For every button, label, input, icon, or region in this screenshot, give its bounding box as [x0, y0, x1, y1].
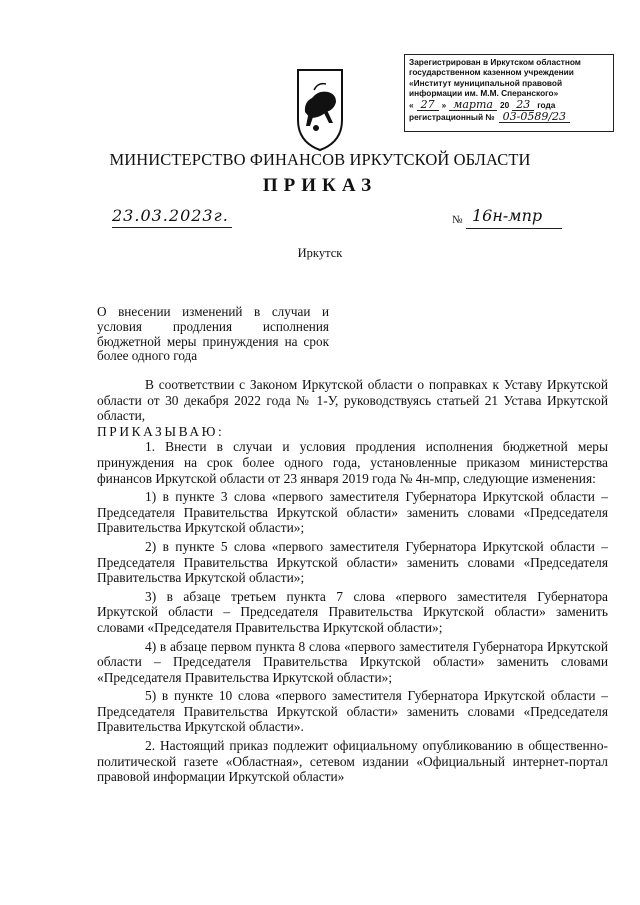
order-subject: О внесении изменений в случаи и условия продления исполнения бюджетной меры принуждения на срок более одного года: [97, 304, 329, 364]
registration-stamp: [404, 54, 614, 132]
city: Иркутск: [297, 246, 343, 260]
decree-word: ПРИКАЗЫВАЮ:: [97, 423, 225, 439]
stamp-year-suffix: 23: [512, 100, 534, 111]
order-date: 23.03.2023г.: [112, 206, 229, 225]
stamp-year-word: года: [537, 99, 556, 110]
subparagraph-3: 3) в абзаце третьем пункта 7 слова «первого заместителя Губернатора Иркутской области – Председателя Правительства Иркутской области» заменить словами «Председателя Правительства Иркутской области»;: [97, 588, 608, 635]
subparagraph-5: 5) в пункте 10 слова «первого заместителя Губернатора Иркутской области – Председателя Правительства Иркутской области» заменить словами «Председателя Правительства Иркутской области».: [97, 688, 608, 735]
stamp-line: государственном казенном учреждении: [409, 67, 574, 78]
preamble: В соответствии с Законом Иркутской области о поправках к Уставу Иркутской области от 30 декабря 2022 года № 1-У, руководствуясь статьей 21 Устава Иркутской области,: [97, 377, 608, 424]
date-underline: [112, 227, 232, 228]
stamp-line: информации им. М.М. Сперанского»: [409, 88, 559, 99]
paragraph-1: 1. Внести в случаи и условия продления исполнения бюджетной меры принуждения на срок более одного года, установленные приказом министерства финансов Иркутской области от 23 января 2019 года № 4н-мпр, следующие изменения:: [97, 439, 608, 486]
stamp-line: «Институт муниципальной правовой: [409, 77, 563, 88]
stamp-day: 27: [417, 100, 439, 111]
document-title: ПРИКАЗ: [262, 175, 378, 196]
subparagraph-2: 2) в пункте 5 слова «первого заместителя Губернатора Иркутской области – Председателя Правительства Иркутской области» заменить словами «Председателя Правительства Иркутской области»;: [97, 538, 608, 586]
stamp-month: марта: [449, 100, 497, 111]
subparagraph-4: 4) в абзаце первом пункта 8 слова «первого заместителя Губернатора Иркутской области – Председателя Правительства Иркутской области» заменить словами «Председателя Правительства Иркутской области»;: [97, 638, 608, 685]
order-number: 16н-мпр: [472, 206, 543, 225]
number-underline: [466, 228, 562, 229]
stamp-reg-label: регистрационный №: [409, 112, 495, 123]
coat-of-arms-icon: [296, 68, 344, 152]
order-number-label: №: [452, 214, 463, 226]
stamp-reg-number: 03-0589/23: [499, 112, 570, 123]
document-body: [97, 377, 608, 785]
stamp-date: « 27 » марта 20 23 года: [409, 97, 556, 111]
stamp-line: Зарегистрирован в Иркутском областном: [409, 57, 581, 67]
stamp-registration: [409, 112, 609, 123]
ministry-name: МИНИСТЕРСТВО ФИНАНСОВ ИРКУТСКОЙ ОБЛАСТИ: [109, 150, 531, 169]
paragraph-2: 2. Настоящий приказ подлежит официальному опубликованию в общественно-политической газете «Областная», сетевом издании «Официальный интернет-портал правовой информации Иркутской области»: [97, 738, 608, 785]
stamp-year-prefix: 20: [499, 99, 510, 110]
subparagraph-1: 1) в пункте 3 слова «первого заместителя Губернатора Иркутской области – Председателя Правительства Иркутской области» заменить словами «Председателя Правительства Иркутской области»;: [97, 489, 608, 536]
